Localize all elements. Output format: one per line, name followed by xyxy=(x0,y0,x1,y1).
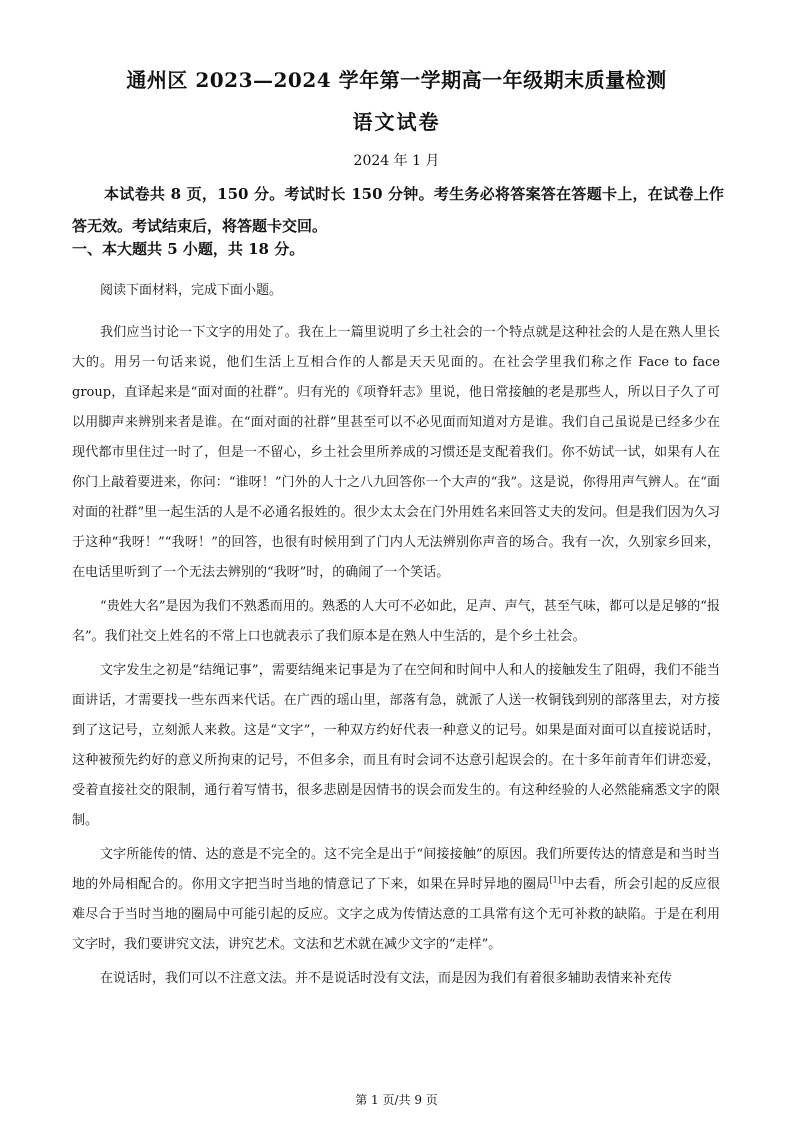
passage-paragraph-1: 我们应当讨论一下文字的用处了。我在上一篇里说明了乡土社会的一个特点就是这种社会的人是在熟人里长大的。用另一句话来说，他们生活上互相合作的人都是天天见面的。在社会学里我们称之作 Face to face group，直译起来是“面对面的社群”。归有光的《项脊轩志》里说，他日常接触的老是那些人，所以日子久了可以用脚声来辨别来者是谁。在“面对面的社群”里甚至可以不必见面而知道对方是谁。我们自己虽说是已经多少在现代都市里住过一时了，但是一不留心，乡土社会里所养成的习惯还是支配着我们。你不妨试一试，如果有人在你门上敲着要进来，你问：“谁呀！”门外的人十之八九回答你一个大声的“我”。这是说，你得用声气辨人。在“面对面的社群”里一起生活的人是不必通名报姓的。很少太太会在门外用姓名来回答丈夫的发问。但是我们因为久习于这种“我呀！”“我呀！”的回答，也很有时候用到了门内人无法辨别你声音的场合。我有一次，久别家乡回来，在电话里听到了一个无法去辨别的“我呀”时，的确闹了一个笑话。 xyxy=(72,325,720,580)
passage-paragraph-5: 在说话时，我们可以不注意文法。并不是说话时没有文法，而是因为我们有着很多辅助表情来补充传 xyxy=(100,971,673,986)
passage-paragraph-3: 文字发生之初是“结绳记事”，需要结绳来记事是为了在空间和时间中人和人的接触发生了阻碍，我们不能当面讲话，才需要找一些东西来代话。在广西的瑶山里，部落有急，就派了人送一枚铜钱到别的部落里去，对方接到了这记号，立刻派人来救。这是“文字”，一种双方约好代表一种意义的记号。如果是面对面可以直接说话时，这种被预先约好的意义所拘束的记号，不但多余，而且有时会词不达意引起误会的。在十多年前青年们讲恋爱，受着直接社交的限制，通行着写情书，很多悲剧是因情书的误会而发生的。有这种经验的人必然能痛悉文字的限制。 xyxy=(72,663,720,828)
exam-notice: 本试卷共 8 页，150 分。考试时长 150 分钟。考生务必将答案答在答题卡上，在试卷上作答无效。考试结束后，将答题卡交回。 xyxy=(72,185,724,235)
reading-instruction: 阅读下面材料，完成下面小题。 xyxy=(100,283,283,298)
exam-title: 通州区 2023—2024 学年第一学期高一年级期末质量检测 xyxy=(126,68,667,92)
passage-paragraph-2: “贵姓大名”是因为我们不熟悉而用的。熟悉的人大可不必如此，足声、声气，甚至气味，都可以是足够的“报名”。我们社交上姓名的不常上口也就表示了我们原本是在熟人中生活的，是个乡土社会。 xyxy=(72,599,720,644)
paragraph-4-text-b: 中去看，所会引起的反应很难尽合于当时当地的圈局中可能引起的反应。文字之成为传情达意的工具常有这个无可补救的缺陷。于是在利用文字时，我们要讲究文法，讲究艺术。文法和艺术就在减少文字的“走样”。 xyxy=(72,877,720,952)
paragraph-4-text-a: 文字所能传的情、达的意是不完全的。这不完全是出于“间接接触”的原因。我们所要传达的情意是和当时当地的外局相配合的。你用文字把当时当地的情意记了下来，如果在异时异地的圈局 xyxy=(72,847,720,892)
exam-date: 2024 年 1 月 xyxy=(353,153,440,169)
passage-paragraph-4 xyxy=(72,840,720,960)
footnote-marker: [1] xyxy=(549,875,561,885)
exam-subtitle: 语文试卷 xyxy=(352,110,441,134)
passage xyxy=(72,276,720,998)
page-number: 第 1 页/共 9 页 xyxy=(355,1093,438,1107)
section-heading: 一、本大题共 5 小题，共 18 分。 xyxy=(72,240,305,258)
